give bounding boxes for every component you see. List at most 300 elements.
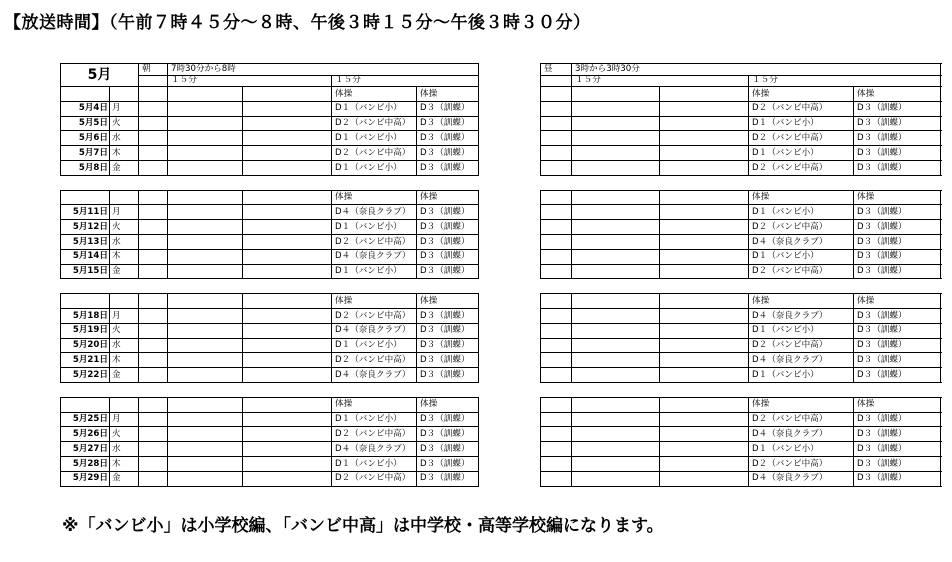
empty-cell (168, 294, 243, 309)
afternoon-program-cell: D３（訓蝶） (854, 412, 941, 427)
afternoon-program-cell: D３（訓蝶） (854, 427, 941, 442)
table-row (541, 294, 941, 309)
empty-cell (243, 234, 332, 249)
empty-cell (168, 234, 243, 249)
column-header: 体操 (332, 397, 417, 412)
empty-cell (541, 87, 572, 102)
gap-cell (854, 175, 941, 190)
afternoon-program-cell: D３（訓蝶） (854, 323, 941, 338)
empty-cell (110, 294, 139, 309)
empty-cell (168, 397, 243, 412)
table-row (541, 131, 941, 146)
empty-cell (572, 412, 660, 427)
table-row (541, 308, 941, 323)
afternoon-program-cell: D３（訓蝶） (854, 101, 941, 116)
date-cell: 5月19日 (61, 323, 110, 338)
gap-cell (61, 279, 110, 294)
empty-cell (61, 397, 110, 412)
footnote: ※「バンビ小」は小学校編、「バンビ中高」は中学校・高等学校編になります。 (62, 516, 664, 536)
empty-cell (139, 190, 168, 205)
column-header: 体操 (417, 87, 479, 102)
table-row (541, 116, 941, 131)
empty-cell (572, 160, 660, 175)
table-row (541, 353, 941, 368)
gap-cell (749, 382, 854, 397)
afternoon-program-cell: D４（奈良クラブ） (749, 427, 854, 442)
morning-program-cell: D３（訓蝶） (417, 205, 479, 220)
morning-program-cell: D３（訓蝶） (417, 234, 479, 249)
empty-cell (168, 412, 243, 427)
empty-cell (541, 368, 572, 383)
empty-cell (139, 308, 168, 323)
empty-cell (660, 294, 749, 309)
weekday-cell: 木 (110, 353, 139, 368)
empty-cell (541, 131, 572, 146)
weekday-cell: 火 (110, 427, 139, 442)
afternoon-program-cell: D３（訓蝶） (854, 249, 941, 264)
weekday-cell: 月 (110, 101, 139, 116)
date-cell: 5月20日 (61, 338, 110, 353)
morning-program-cell: D３（訓蝶） (417, 368, 479, 383)
afternoon-program-cell: D１（バンビ小） (749, 205, 854, 220)
morning-program-cell: D３（訓蝶） (417, 338, 479, 353)
table-row (61, 205, 479, 220)
empty-cell (168, 101, 243, 116)
date-cell: 5月11日 (61, 205, 110, 220)
empty-cell (168, 87, 243, 102)
empty-cell (168, 323, 243, 338)
empty-cell (243, 308, 332, 323)
empty-cell (168, 205, 243, 220)
afternoon-slot-label: 昼 (541, 64, 572, 76)
weekday-cell: 月 (110, 412, 139, 427)
gap-cell (660, 279, 749, 294)
table-row (541, 382, 941, 397)
column-header: 体操 (854, 87, 941, 102)
afternoon-program-cell: D２（バンビ中高） (749, 131, 854, 146)
column-header: 体操 (854, 294, 941, 309)
empty-cell (660, 190, 749, 205)
table-row (541, 220, 941, 235)
table-row (541, 427, 941, 442)
empty-cell (541, 442, 572, 457)
weekday-cell: 金 (110, 471, 139, 486)
spacer-cell (541, 75, 572, 87)
table-row (61, 368, 479, 383)
empty-cell (139, 456, 168, 471)
empty-cell (139, 397, 168, 412)
table-row (541, 146, 941, 161)
empty-cell (168, 220, 243, 235)
morning-program-cell: D４（奈良クラブ） (332, 442, 417, 457)
table-row (541, 64, 941, 76)
gap-cell (332, 175, 417, 190)
empty-cell (243, 323, 332, 338)
morning-program-cell: D３（訓蝶） (417, 308, 479, 323)
empty-cell (660, 323, 749, 338)
afternoon-time-label: 3時から3時30分 (572, 64, 941, 76)
empty-cell (572, 397, 660, 412)
gap-cell (749, 175, 854, 190)
empty-cell (660, 412, 749, 427)
date-cell: 5月4日 (61, 101, 110, 116)
empty-cell (541, 160, 572, 175)
gap-cell (572, 279, 660, 294)
afternoon-program-cell: D４（奈良クラブ） (749, 353, 854, 368)
date-cell: 5月27日 (61, 442, 110, 457)
afternoon-program-cell: D３（訓蝶） (854, 338, 941, 353)
table-row (61, 146, 479, 161)
gap-cell (541, 279, 572, 294)
empty-cell (572, 456, 660, 471)
morning-program-cell: D１（バンビ小） (332, 456, 417, 471)
empty-cell (541, 471, 572, 486)
empty-cell (139, 442, 168, 457)
column-header: 体操 (332, 190, 417, 205)
morning-col-a-label: １５分 (168, 75, 332, 87)
gap-cell (110, 279, 139, 294)
empty-cell (572, 101, 660, 116)
empty-cell (572, 353, 660, 368)
empty-cell (660, 101, 749, 116)
empty-cell (243, 264, 332, 279)
morning-program-cell: D３（訓蝶） (417, 442, 479, 457)
empty-cell (110, 87, 139, 102)
morning-program-cell: D４（奈良クラブ） (332, 368, 417, 383)
empty-cell (541, 353, 572, 368)
morning-program-cell: D２（バンビ中高） (332, 353, 417, 368)
gap-cell (854, 279, 941, 294)
gap-cell (749, 279, 854, 294)
morning-program-cell: D１（バンビ小） (332, 101, 417, 116)
empty-cell (572, 427, 660, 442)
date-cell: 5月26日 (61, 427, 110, 442)
empty-cell (660, 87, 749, 102)
empty-cell (139, 338, 168, 353)
empty-cell (243, 294, 332, 309)
weekday-cell: 水 (110, 442, 139, 457)
empty-cell (243, 353, 332, 368)
morning-program-cell: D４（奈良クラブ） (332, 205, 417, 220)
table-row (61, 101, 479, 116)
weekday-cell: 木 (110, 456, 139, 471)
empty-cell (541, 427, 572, 442)
table-row (61, 64, 479, 76)
column-header: 体操 (332, 87, 417, 102)
afternoon-col-b-label: １５分 (749, 75, 941, 87)
morning-program-cell: D３（訓蝶） (417, 471, 479, 486)
empty-cell (572, 471, 660, 486)
empty-cell (243, 131, 332, 146)
table-row (61, 397, 479, 412)
empty-cell (139, 353, 168, 368)
date-cell: 5月15日 (61, 264, 110, 279)
gap-cell (61, 382, 110, 397)
morning-time-label: 7時30分から8時 (168, 64, 479, 76)
weekday-cell: 木 (110, 249, 139, 264)
weekday-cell: 水 (110, 338, 139, 353)
empty-cell (168, 190, 243, 205)
morning-program-cell: D３（訓蝶） (417, 116, 479, 131)
morning-program-cell: D３（訓蝶） (417, 249, 479, 264)
table-row (541, 87, 941, 102)
empty-cell (243, 427, 332, 442)
empty-cell (168, 264, 243, 279)
empty-cell (139, 101, 168, 116)
table-row (61, 160, 479, 175)
empty-cell (541, 234, 572, 249)
afternoon-program-cell: D３（訓蝶） (854, 264, 941, 279)
date-cell: 5月12日 (61, 220, 110, 235)
morning-program-cell: D３（訓蝶） (417, 412, 479, 427)
column-header: 体操 (332, 294, 417, 309)
afternoon-program-cell: D２（バンビ中高） (749, 101, 854, 116)
empty-cell (572, 220, 660, 235)
date-cell: 5月18日 (61, 308, 110, 323)
date-cell: 5月5日 (61, 116, 110, 131)
date-cell: 5月25日 (61, 412, 110, 427)
morning-program-cell: D３（訓蝶） (417, 323, 479, 338)
afternoon-program-cell: D２（バンビ中高） (749, 264, 854, 279)
empty-cell (243, 160, 332, 175)
table-row (541, 249, 941, 264)
empty-cell (660, 234, 749, 249)
gap-cell (243, 382, 332, 397)
date-cell: 5月6日 (61, 131, 110, 146)
empty-cell (572, 323, 660, 338)
date-cell: 5月21日 (61, 353, 110, 368)
column-header: 体操 (749, 87, 854, 102)
empty-cell (168, 249, 243, 264)
spacer-cell (139, 75, 168, 87)
empty-cell (110, 190, 139, 205)
empty-cell (168, 471, 243, 486)
empty-cell (660, 264, 749, 279)
empty-cell (660, 220, 749, 235)
empty-cell (541, 146, 572, 161)
empty-cell (572, 308, 660, 323)
morning-program-cell: D２（バンビ中高） (332, 234, 417, 249)
empty-cell (660, 205, 749, 220)
empty-cell (572, 146, 660, 161)
empty-cell (541, 308, 572, 323)
gap-cell (139, 382, 168, 397)
gap-cell (417, 175, 479, 190)
morning-program-cell: D２（バンビ中高） (332, 116, 417, 131)
afternoon-program-cell: D３（訓蝶） (854, 456, 941, 471)
empty-cell (243, 456, 332, 471)
month-label: 5月 (61, 64, 139, 87)
afternoon-program-cell: D３（訓蝶） (854, 146, 941, 161)
afternoon-program-cell: D１（バンビ小） (749, 442, 854, 457)
empty-cell (243, 220, 332, 235)
table-row (61, 249, 479, 264)
empty-cell (660, 427, 749, 442)
morning-program-cell: D３（訓蝶） (417, 146, 479, 161)
broadcast-time-header: 【放送時間】（午前７時４５分～８時、午後３時１５分～午後３時３０分） (4, 13, 591, 33)
gap-cell (139, 279, 168, 294)
empty-cell (660, 131, 749, 146)
morning-schedule-body (61, 64, 479, 487)
gap-cell (572, 175, 660, 190)
empty-cell (243, 471, 332, 486)
empty-cell (139, 205, 168, 220)
afternoon-program-cell: D４（奈良クラブ） (749, 471, 854, 486)
morning-program-cell: D３（訓蝶） (417, 131, 479, 146)
table-row (61, 264, 479, 279)
afternoon-program-cell: D２（バンビ中高） (749, 220, 854, 235)
table-row (61, 442, 479, 457)
gap-cell (332, 279, 417, 294)
empty-cell (243, 116, 332, 131)
table-row (61, 427, 479, 442)
afternoon-program-cell: D２（バンビ中高） (749, 456, 854, 471)
empty-cell (139, 249, 168, 264)
table-row (541, 338, 941, 353)
afternoon-program-cell: D４（奈良クラブ） (749, 234, 854, 249)
weekday-cell: 月 (110, 205, 139, 220)
empty-cell (139, 146, 168, 161)
weekday-cell: 火 (110, 323, 139, 338)
empty-cell (572, 131, 660, 146)
morning-program-cell: D１（バンビ小） (332, 264, 417, 279)
empty-cell (139, 264, 168, 279)
table-row (541, 456, 941, 471)
empty-cell (243, 101, 332, 116)
empty-cell (139, 412, 168, 427)
empty-cell (243, 397, 332, 412)
afternoon-program-cell: D３（訓蝶） (854, 353, 941, 368)
empty-cell (139, 294, 168, 309)
empty-cell (61, 87, 110, 102)
table-row (541, 323, 941, 338)
column-header: 体操 (749, 190, 854, 205)
table-row (541, 205, 941, 220)
empty-cell (541, 116, 572, 131)
morning-program-cell: D４（奈良クラブ） (332, 323, 417, 338)
date-cell: 5月22日 (61, 368, 110, 383)
empty-cell (168, 368, 243, 383)
weekday-cell: 月 (110, 308, 139, 323)
empty-cell (572, 264, 660, 279)
afternoon-program-cell: D３（訓蝶） (854, 160, 941, 175)
morning-program-cell: D２（バンビ中高） (332, 146, 417, 161)
weekday-cell: 水 (110, 234, 139, 249)
empty-cell (243, 442, 332, 457)
afternoon-program-cell: D３（訓蝶） (854, 442, 941, 457)
empty-cell (572, 190, 660, 205)
afternoon-schedule-table (540, 63, 941, 487)
empty-cell (660, 249, 749, 264)
table-row (61, 220, 479, 235)
weekday-cell: 木 (110, 146, 139, 161)
morning-program-cell: D１（バンビ小） (332, 338, 417, 353)
empty-cell (660, 338, 749, 353)
morning-slot-label: 朝 (139, 64, 168, 76)
empty-cell (139, 131, 168, 146)
empty-cell (660, 146, 749, 161)
empty-cell (572, 249, 660, 264)
empty-cell (572, 368, 660, 383)
morning-schedule-table (60, 63, 479, 487)
empty-cell (139, 471, 168, 486)
empty-cell (572, 234, 660, 249)
morning-program-cell: D１（バンビ小） (332, 412, 417, 427)
gap-cell (541, 382, 572, 397)
table-row (61, 338, 479, 353)
table-row (61, 382, 479, 397)
table-row (61, 190, 479, 205)
morning-program-cell: D２（バンビ中高） (332, 471, 417, 486)
table-row (61, 323, 479, 338)
afternoon-program-cell: D３（訓蝶） (854, 220, 941, 235)
gap-cell (332, 382, 417, 397)
empty-cell (61, 294, 110, 309)
empty-cell (572, 205, 660, 220)
empty-cell (243, 368, 332, 383)
gap-cell (243, 279, 332, 294)
empty-cell (660, 353, 749, 368)
afternoon-program-cell: D３（訓蝶） (854, 131, 941, 146)
weekday-cell: 金 (110, 368, 139, 383)
empty-cell (168, 427, 243, 442)
table-row (61, 412, 479, 427)
morning-program-cell: D３（訓蝶） (417, 101, 479, 116)
column-header: 体操 (854, 190, 941, 205)
afternoon-program-cell: D２（バンビ中高） (749, 160, 854, 175)
afternoon-col-a-label: １５分 (572, 75, 749, 87)
afternoon-program-cell: D３（訓蝶） (854, 205, 941, 220)
empty-cell (572, 116, 660, 131)
gap-cell (660, 175, 749, 190)
empty-cell (243, 190, 332, 205)
empty-cell (139, 220, 168, 235)
table-row (61, 234, 479, 249)
afternoon-program-cell: D３（訓蝶） (854, 234, 941, 249)
table-row (61, 116, 479, 131)
column-header: 体操 (417, 294, 479, 309)
empty-cell (541, 249, 572, 264)
table-row (541, 101, 941, 116)
date-cell: 5月13日 (61, 234, 110, 249)
afternoon-program-cell: D３（訓蝶） (854, 471, 941, 486)
afternoon-schedule-body (541, 64, 941, 487)
date-cell: 5月28日 (61, 456, 110, 471)
afternoon-program-cell: D１（バンビ小） (749, 368, 854, 383)
afternoon-program-cell: D１（バンビ小） (749, 323, 854, 338)
morning-program-cell: D１（バンビ小） (332, 220, 417, 235)
empty-cell (541, 338, 572, 353)
empty-cell (243, 338, 332, 353)
empty-cell (110, 397, 139, 412)
empty-cell (139, 116, 168, 131)
gap-cell (110, 382, 139, 397)
empty-cell (168, 131, 243, 146)
empty-cell (572, 294, 660, 309)
table-row (541, 412, 941, 427)
morning-program-cell: D２（バンビ中高） (332, 308, 417, 323)
column-header: 体操 (749, 294, 854, 309)
afternoon-program-cell: D１（バンビ小） (749, 146, 854, 161)
empty-cell (660, 116, 749, 131)
empty-cell (660, 160, 749, 175)
gap-cell (541, 175, 572, 190)
weekday-cell: 金 (110, 264, 139, 279)
afternoon-program-cell: D２（バンビ中高） (749, 412, 854, 427)
column-header: 体操 (417, 397, 479, 412)
empty-cell (168, 338, 243, 353)
gap-cell (168, 175, 243, 190)
